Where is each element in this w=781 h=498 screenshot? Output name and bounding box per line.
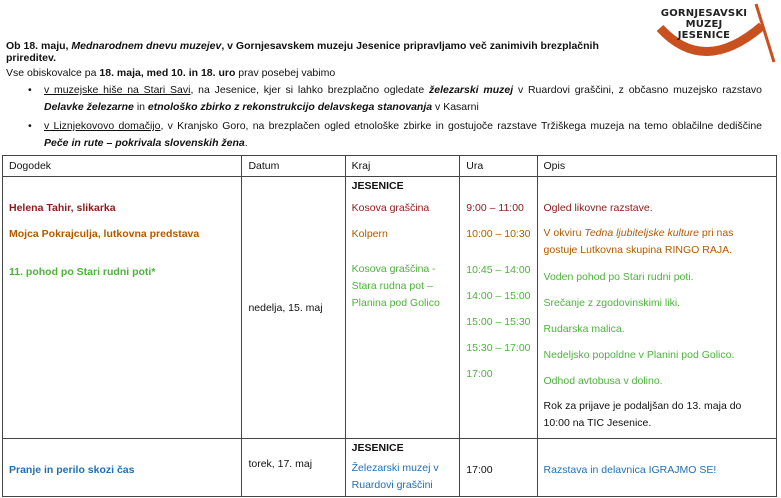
- description-text: pri nas gostuje Lutkovna skupina RINGO RAJA.: [543, 227, 734, 256]
- time-cell: [460, 439, 537, 497]
- event-name: Pranje in perilo skozi čas: [9, 464, 135, 476]
- time-cell: [460, 177, 537, 439]
- event-description: [544, 221, 770, 259]
- bullet-text: v Ruardovi graščini, z občasno muzejsko razstavo: [513, 84, 762, 96]
- header-time: Ura: [460, 156, 537, 177]
- header-event: Dogodek: [3, 156, 242, 177]
- link-stara-sava[interactable]: v muzejske hiše na Stari Savi: [44, 84, 191, 96]
- invite-list: [22, 82, 762, 154]
- event-place: Kolpern: [351, 228, 388, 240]
- event-description: Ogled likovne razstave.: [543, 202, 653, 214]
- event-date: nedelja, 15. maj: [248, 301, 323, 314]
- event-cell: [3, 177, 242, 439]
- date-cell: [242, 439, 345, 497]
- event-place: Kosova graščina: [351, 202, 430, 214]
- header-description: Opis: [537, 156, 776, 177]
- event-date: torek, 17. maj: [248, 458, 313, 470]
- table-row: [3, 177, 777, 439]
- place-header: JESENICE: [351, 180, 404, 192]
- event-place: Železarski muzej v Ruardovi graščini: [351, 462, 439, 491]
- invite-line: [6, 67, 335, 79]
- event-time: 17:00: [466, 368, 493, 380]
- bullet-text: , v Kranjsko Goro, na brezplačen ogled etnološke zbirke in gostujoče razstave Tržiškega muzeja na temo oblačilne dediščine: [160, 120, 763, 132]
- event-time: 9:00 – 11:00: [466, 202, 524, 214]
- intro-emphasis: Mednarodnem dnevu muzejev: [71, 40, 222, 52]
- place-header: JESENICE: [351, 442, 404, 454]
- bullet-emphasis: Delavke železarne: [44, 101, 134, 113]
- invite-text: prav posebej vabimo: [235, 67, 336, 79]
- table-header-row: [3, 156, 777, 177]
- event-description: Voden pohod po Stari rudni poti.: [543, 271, 694, 283]
- event-name: Mojca Pokrajculja, lutkovna predstava: [9, 228, 200, 240]
- event-time: 15:30 – 17:00: [466, 342, 531, 354]
- table-row: [3, 439, 777, 497]
- bullet-icon: •: [28, 120, 32, 132]
- event-description: Razstava in delavnica IGRAJMO SE!: [543, 464, 717, 476]
- event-description: Nedeljsko popoldne v Planini pod Golico.: [543, 349, 735, 361]
- link-liznjekova-domacija[interactable]: v Liznjekovovo domačijo: [44, 120, 161, 132]
- event-place: Kosova graščina - Stara rudna pot – Planina pod Golico: [351, 263, 440, 309]
- registration-note: Rok za prijave je podaljšan do 13. maja do 10:00 na TIC Jesenice.: [543, 400, 742, 429]
- event-time: 14:00 – 15:00: [466, 290, 531, 302]
- event-description: Odhod avtobusa v dolino.: [543, 375, 663, 387]
- description-emphasis: Tedna ljubiteljske kulture: [584, 227, 699, 239]
- bullet-emphasis: etnološko zbirko z rekonstrukcijo delavskega stanovanja: [147, 101, 433, 113]
- invite-text: Vse obiskovalce pa: [6, 67, 100, 79]
- intro-paragraph: [6, 40, 646, 64]
- bullet-emphasis: železarski muzej: [428, 84, 514, 96]
- logo-line-1: GORNJESAVSKI: [660, 8, 748, 19]
- events-table: [2, 155, 777, 497]
- place-cell: [345, 439, 460, 497]
- description-cell: [537, 177, 776, 439]
- place-cell: [345, 177, 460, 439]
- description-cell: [537, 439, 776, 497]
- bullet-text: , na Jesenice, kjer si lahko brezplačno ogledate: [190, 84, 429, 96]
- event-name: Helena Tahir, slikarka: [9, 202, 116, 214]
- bullet-text: in: [133, 101, 148, 113]
- event-name: 11. pohod po Stari rudni poti*: [9, 266, 156, 278]
- museum-logo: [646, 2, 776, 68]
- logo-line-2: MUZEJ JESENICE: [677, 19, 731, 41]
- list-item: [22, 82, 762, 116]
- date-cell: [242, 177, 345, 439]
- event-time: 17:00: [466, 464, 493, 476]
- bullet-emphasis: Peče in rute – pokrivala slovenskih žena: [44, 137, 245, 149]
- bullet-text: v Kasarni: [432, 101, 479, 113]
- bullet-icon: •: [28, 84, 32, 96]
- event-description: Srečanje z zgodovinskimi liki.: [543, 297, 681, 309]
- description-text: V okviru: [543, 227, 585, 239]
- event-cell: [3, 439, 242, 497]
- event-time: 15:00 – 15:30: [466, 316, 531, 328]
- list-item: [22, 118, 762, 152]
- header-place: Kraj: [345, 156, 460, 177]
- invite-date: 18. maja, med 10. in 18. uro: [99, 67, 236, 79]
- intro-text: , v Gornjesavskem muzeju Jesenice pripravljamo več zanimivih brezplačnih prireditev.: [6, 40, 599, 64]
- bullet-text: .: [244, 137, 248, 149]
- intro-text: Ob 18. maju,: [6, 40, 72, 52]
- event-time: 10:00 – 10:30: [466, 228, 531, 240]
- event-description: Rudarska malica.: [543, 323, 625, 335]
- event-time: 10:45 – 14:00: [466, 264, 531, 276]
- header-date: Datum: [242, 156, 345, 177]
